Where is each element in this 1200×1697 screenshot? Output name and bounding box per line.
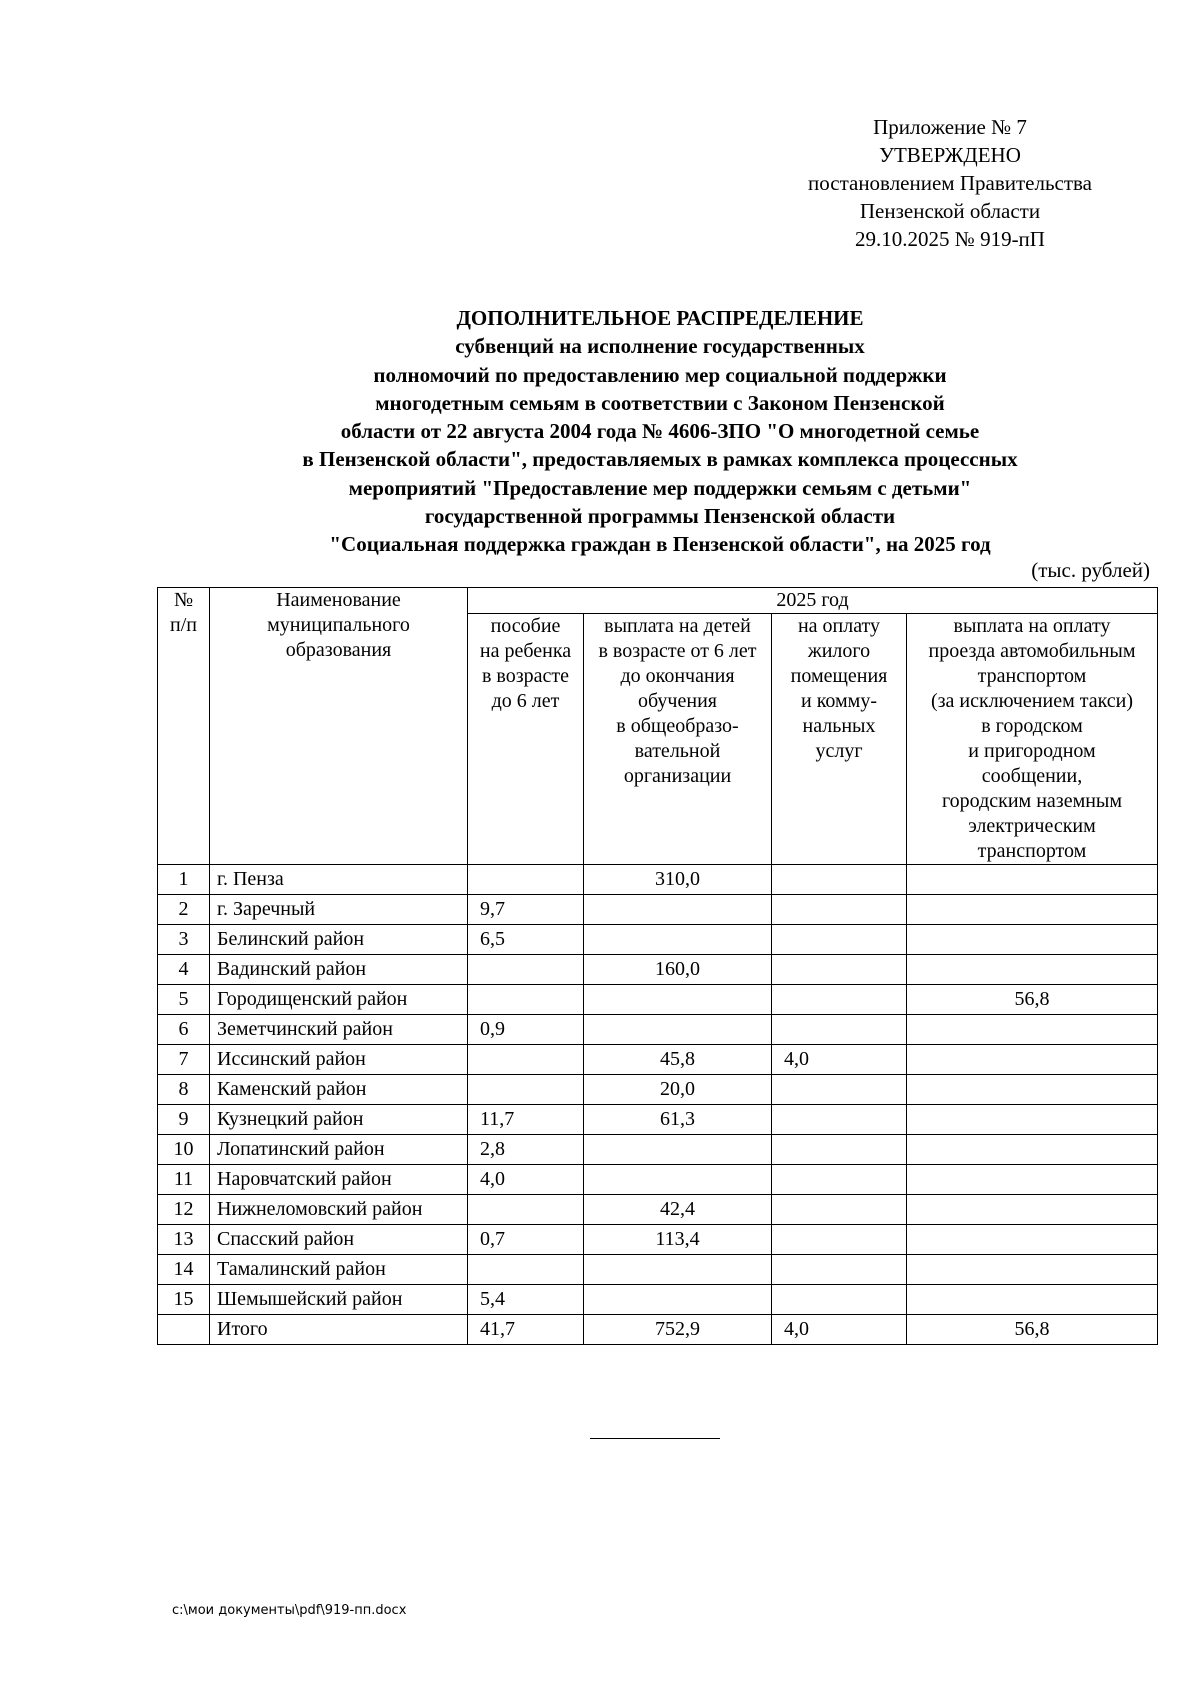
cell-school-payment: 45,8 <box>584 1045 772 1075</box>
table-row <box>158 895 1158 925</box>
header-text: в возрасте <box>481 665 570 687</box>
cell-transport <box>907 865 1158 895</box>
header-text: в общеобразо- <box>616 715 739 737</box>
resolution-date-number: 29.10.2025 № 919-пП <box>855 227 1045 251</box>
title-line: государственной программы Пензенской области <box>424 504 896 529</box>
approved-by: постановлением Правительства <box>807 171 1092 195</box>
header-text: пособие <box>490 615 561 637</box>
table-row <box>158 925 1158 955</box>
cell-allowance: 9,7 <box>468 895 584 925</box>
cell-transport <box>907 1045 1158 1075</box>
header-text: помещения <box>790 665 888 687</box>
cell-housing: 4,0 <box>772 1045 907 1075</box>
cell-allowance <box>468 1255 584 1285</box>
row-number: 8 <box>158 1075 210 1105</box>
cell-school-payment <box>584 985 772 1015</box>
title-line: ДОПОЛНИТЕЛЬНОЕ РАСПРЕДЕЛЕНИЕ <box>456 306 864 330</box>
cell-housing <box>772 1285 907 1315</box>
total-allowance: 41,7 <box>468 1315 584 1345</box>
cell-housing <box>772 1165 907 1195</box>
table-row <box>158 1165 1158 1195</box>
total-label: Итого <box>210 1315 468 1345</box>
cell-school-payment: 42,4 <box>584 1195 772 1225</box>
table-row <box>158 1195 1158 1225</box>
header-text: выплата на оплату <box>953 615 1111 637</box>
units-label: (тыс. рублей) <box>1031 558 1150 582</box>
header-text: на оплату <box>797 615 881 637</box>
cell-school-payment <box>584 1015 772 1045</box>
header-col-housing <box>772 614 907 865</box>
row-number: 2 <box>158 895 210 925</box>
title-line: области от 22 августа 2004 года № 4606-ЗПО "О многодетной семье <box>340 419 980 444</box>
header-text: вательной <box>634 740 721 762</box>
row-number: 7 <box>158 1045 210 1075</box>
cell-transport <box>907 925 1158 955</box>
header-text: сообщении, <box>981 765 1083 787</box>
cell-allowance: 11,7 <box>468 1105 584 1135</box>
header-text: и пригородном <box>968 740 1096 762</box>
header-text: услуг <box>815 740 863 762</box>
cell-transport <box>907 1015 1158 1045</box>
title-line: мероприятий "Предоставление мер поддержки семьям с детьми" <box>348 475 972 500</box>
header-text: выплата на детей <box>604 615 751 637</box>
cell-housing <box>772 865 907 895</box>
header-text: п/п <box>170 614 197 636</box>
header-municipality <box>210 588 468 865</box>
cell-school-payment: 113,4 <box>584 1225 772 1255</box>
cell-transport <box>907 1285 1158 1315</box>
row-number: 6 <box>158 1015 210 1045</box>
cell-housing <box>772 1255 907 1285</box>
document-title <box>160 304 1160 559</box>
title-line: субвенций на исполнение государственных <box>455 334 865 359</box>
total-housing: 4,0 <box>772 1315 907 1345</box>
cell-transport <box>907 1165 1158 1195</box>
municipality-name: Иссинский район <box>210 1045 468 1075</box>
cell-school-payment: 310,0 <box>584 865 772 895</box>
header-text: проезда автомобильным <box>928 640 1136 662</box>
header-text: городским наземным <box>941 790 1123 812</box>
header-number <box>158 588 210 865</box>
total-school-payment: 752,9 <box>584 1315 772 1345</box>
cell-school-payment <box>584 1285 772 1315</box>
cell-school-payment <box>584 1255 772 1285</box>
cell-allowance: 4,0 <box>468 1165 584 1195</box>
cell-allowance <box>468 955 584 985</box>
table-row <box>158 1045 1158 1075</box>
cell-school-payment <box>584 895 772 925</box>
approval-block <box>760 113 1140 253</box>
municipality-name: Тамалинский район <box>210 1255 468 1285</box>
header-text: до 6 лет <box>491 690 560 712</box>
row-number: 9 <box>158 1105 210 1135</box>
row-number: 10 <box>158 1135 210 1165</box>
row-number: 4 <box>158 955 210 985</box>
cell-housing <box>772 895 907 925</box>
cell-allowance <box>468 1075 584 1105</box>
row-number: 11 <box>158 1165 210 1195</box>
header-text: обучения <box>638 690 717 712</box>
cell-transport <box>907 1105 1158 1135</box>
row-number: 5 <box>158 985 210 1015</box>
cell-transport <box>907 1255 1158 1285</box>
cell-allowance: 2,8 <box>468 1135 584 1165</box>
title-line: в Пензенской области", предоставляемых в рамках комплекса процессных <box>302 447 1018 472</box>
table-row <box>158 1135 1158 1165</box>
cell-school-payment <box>584 1165 772 1195</box>
municipality-name: Земетчинский район <box>210 1015 468 1045</box>
cell-housing <box>772 1075 907 1105</box>
total-transport: 56,8 <box>907 1315 1158 1345</box>
row-number: 1 <box>158 865 210 895</box>
header-text: жилого <box>807 640 871 662</box>
header-text: в возрасте от 6 лет <box>598 640 757 662</box>
cell-school-payment: 160,0 <box>584 955 772 985</box>
municipality-name: Шемышейский район <box>210 1285 468 1315</box>
header-row <box>158 588 1158 614</box>
row-number: 3 <box>158 925 210 955</box>
cell-housing <box>772 955 907 985</box>
approved-by-region: Пензенской области <box>859 199 1041 223</box>
approved-label: УТВЕРЖДЕНО <box>879 143 1021 167</box>
header-text: нальных <box>802 715 876 737</box>
distribution-table <box>157 587 1158 1345</box>
table-row <box>158 1075 1158 1105</box>
table-row <box>158 1225 1158 1255</box>
cell-housing <box>772 1015 907 1045</box>
cell-school-payment: 61,3 <box>584 1105 772 1135</box>
cell-housing <box>772 1225 907 1255</box>
total-row <box>158 1315 1158 1345</box>
title-line: полномочий по предоставлению мер социальной поддержки <box>373 362 947 387</box>
header-text: транспортом <box>977 840 1087 862</box>
table-row <box>158 1285 1158 1315</box>
table-row <box>158 1255 1158 1285</box>
cell-school-payment: 20,0 <box>584 1075 772 1105</box>
header-text: Наименование <box>276 589 401 611</box>
cell-allowance <box>468 865 584 895</box>
cell-school-payment <box>584 925 772 955</box>
municipality-name: Спасский район <box>210 1225 468 1255</box>
header-text: организации <box>623 765 732 787</box>
cell-transport <box>907 1225 1158 1255</box>
cell-housing <box>772 1135 907 1165</box>
table-row <box>158 955 1158 985</box>
table-row <box>158 1105 1158 1135</box>
title-line: "Социальная поддержка граждан в Пензенской области", на 2025 год <box>329 532 991 557</box>
cell-housing <box>772 925 907 955</box>
total-number-empty <box>158 1315 210 1345</box>
municipality-name: Наровчатский район <box>210 1165 468 1195</box>
header-col-allowance <box>468 614 584 865</box>
municipality-name: Нижнеломовский район <box>210 1195 468 1225</box>
cell-transport <box>907 1135 1158 1165</box>
cell-housing <box>772 1195 907 1225</box>
header-text: и комму- <box>801 690 877 712</box>
file-path-footer: c:\мои документы\pdf\919-пп.docx <box>172 1603 407 1618</box>
table-row <box>158 865 1158 895</box>
municipality-name: г. Пенза <box>210 865 468 895</box>
cell-housing <box>772 1105 907 1135</box>
cell-school-payment <box>584 1135 772 1165</box>
municipality-name: Городищенский район <box>210 985 468 1015</box>
header-text: до окончания <box>620 665 735 687</box>
table-row <box>158 1015 1158 1045</box>
cell-transport <box>907 1195 1158 1225</box>
cell-allowance: 5,4 <box>468 1285 584 1315</box>
table-row <box>158 985 1158 1015</box>
header-col-transport <box>907 614 1158 865</box>
row-number: 15 <box>158 1285 210 1315</box>
header-col-school-payment <box>584 614 772 865</box>
header-year: 2025 год <box>468 588 1158 614</box>
municipality-name: Лопатинский район <box>210 1135 468 1165</box>
cell-transport: 56,8 <box>907 985 1158 1015</box>
header-text: в городском <box>981 715 1083 737</box>
appendix-number: Приложение № 7 <box>873 115 1027 139</box>
cell-transport <box>907 955 1158 985</box>
municipality-name: г. Заречный <box>210 895 468 925</box>
municipality-name: Кузнецкий район <box>210 1105 468 1135</box>
municipality-name: Белинский район <box>210 925 468 955</box>
cell-allowance: 6,5 <box>468 925 584 955</box>
municipality-name: Вадинский район <box>210 955 468 985</box>
header-text: образования <box>285 639 392 661</box>
cell-allowance <box>468 1195 584 1225</box>
cell-allowance: 0,9 <box>468 1015 584 1045</box>
header-text: № <box>173 589 194 611</box>
header-text: (за исключением такси) <box>930 690 1134 712</box>
header-text: муниципального <box>267 614 410 636</box>
cell-transport <box>907 895 1158 925</box>
header-text: на ребенка <box>479 640 572 662</box>
cell-allowance <box>468 1045 584 1075</box>
header-text: транспортом <box>977 665 1087 687</box>
row-number: 13 <box>158 1225 210 1255</box>
municipality-name: Каменский район <box>210 1075 468 1105</box>
end-divider <box>590 1438 720 1439</box>
cell-housing <box>772 985 907 1015</box>
cell-allowance <box>468 985 584 1015</box>
cell-transport <box>907 1075 1158 1105</box>
header-text: электрическим <box>968 815 1096 837</box>
cell-allowance: 0,7 <box>468 1225 584 1255</box>
row-number: 12 <box>158 1195 210 1225</box>
row-number: 14 <box>158 1255 210 1285</box>
title-line: многодетным семьям в соответствии с Законом Пензенской <box>375 390 945 415</box>
